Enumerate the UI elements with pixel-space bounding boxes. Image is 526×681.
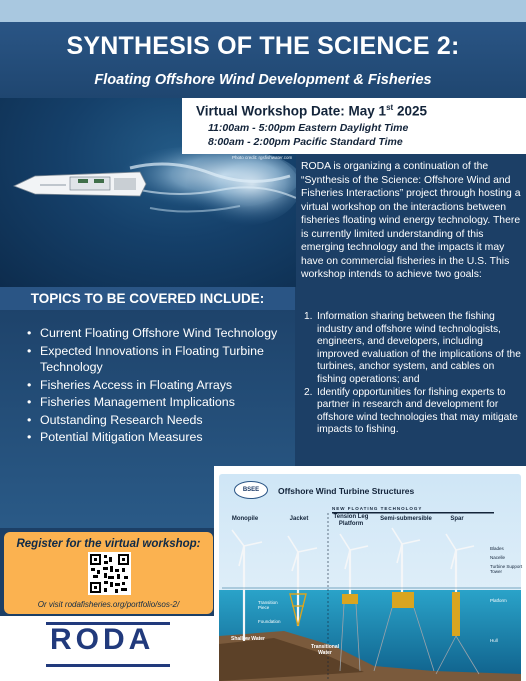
topic-item: • Current Floating Offshore Wind Technology xyxy=(40,325,283,342)
qr-code-icon xyxy=(88,552,131,595)
label-transitional-water: Transitional Water xyxy=(310,644,340,656)
part-nacelle: Nacelle xyxy=(490,555,506,560)
label-shallow-water: Shallow Water xyxy=(231,636,265,642)
top-strip xyxy=(0,0,526,22)
part-blades: Blades xyxy=(490,546,504,551)
topic-item: • Expected Innovations in Floating Turbine Technology xyxy=(40,343,283,376)
bsee-logo: BSEE xyxy=(234,481,268,499)
turbine-structures-diagram xyxy=(214,466,526,681)
turbine-diagram-art xyxy=(214,466,526,681)
label-spar: Spar xyxy=(450,516,464,522)
label-monopile: Monopile xyxy=(231,516,259,522)
register-link[interactable]: Or visit rodafisheries.org/portfolio/sos-2/ xyxy=(37,600,180,609)
label-jacket: Jacket xyxy=(289,516,309,522)
goals-list xyxy=(304,311,522,437)
register-box xyxy=(4,532,213,614)
pacific-time: 8:00am - 2:00pm Pacific Standard Time xyxy=(208,135,403,148)
goal-number: 1. xyxy=(304,311,313,322)
goal-text: Information sharing between the fishing industry and offshore wind technologists, engineers, and developers, including improved evaluation of the implications of the turbines, anchor system, and cables on fishing operations; and xyxy=(317,311,521,385)
topic-item: • Potential Mitigation Measures xyxy=(40,429,283,446)
page-title: SYNTHESIS OF THE SCIENCE 2: xyxy=(66,32,460,60)
goal-number: 2. xyxy=(304,386,313,398)
label-tension-leg: Tension Leg Platform xyxy=(333,514,369,527)
topic-item: • Fisheries Access in Floating Arrays xyxy=(40,377,283,394)
workshop-date: Virtual Workshop Date: May 1st 2025 xyxy=(196,103,427,119)
title-band xyxy=(0,22,526,98)
goal-item xyxy=(304,311,522,387)
goal-text: Identify opportunities for fishing experts to partner in research and development for offshore wind technologies that may mitigate impacts to fishing. xyxy=(317,386,518,436)
label-transition-piece: Transition Piece xyxy=(258,600,278,610)
label-foundation: Foundation xyxy=(258,619,281,624)
topic-item: • Outstanding Research Needs xyxy=(40,412,283,429)
part-hull: Hull xyxy=(490,638,498,643)
part-platform: Platform xyxy=(490,598,507,603)
goal-item xyxy=(304,387,522,437)
intro-paragraph: RODA is organizing a continuation of the “Synthesis of the Science: Offshore Wind and Fisheries Interactions” project through hosting a virtual workshop on the interactions between fisheries floating wind energy technology. There is currently limited understanding of this emerging technology and the impacts it may have on commercial fisheries in the U.S. This workshop intends to achieve two goals: xyxy=(301,161,521,280)
label-semi-submersible: Semi-submersible xyxy=(380,516,432,522)
part-tower: Turbine Support Tower xyxy=(490,564,523,574)
roda-logo-text: RODA xyxy=(50,623,155,656)
topics-heading: TOPICS TO BE COVERED INCLUDE: xyxy=(0,287,295,310)
eastern-time: 11:00am - 5:00pm Eastern Daylight Time xyxy=(208,121,409,134)
photo-credit: Photo credit: rgsfishwater.com xyxy=(232,155,293,160)
page-subtitle: Floating Offshore Wind Development & Fisheries xyxy=(94,72,432,88)
qr-code[interactable] xyxy=(88,552,131,595)
register-heading: Register for the virtual workshop: xyxy=(16,538,201,550)
workshop-date-panel xyxy=(182,98,526,154)
topics-list xyxy=(0,310,295,446)
diagram-subtitle: NEW FLOATING TECHNOLOGY xyxy=(332,506,423,511)
roda-logo-area xyxy=(0,616,214,681)
topic-item: • Fisheries Management Implications xyxy=(40,394,283,411)
diagram-title: Offshore Wind Turbine Structures xyxy=(278,486,415,496)
